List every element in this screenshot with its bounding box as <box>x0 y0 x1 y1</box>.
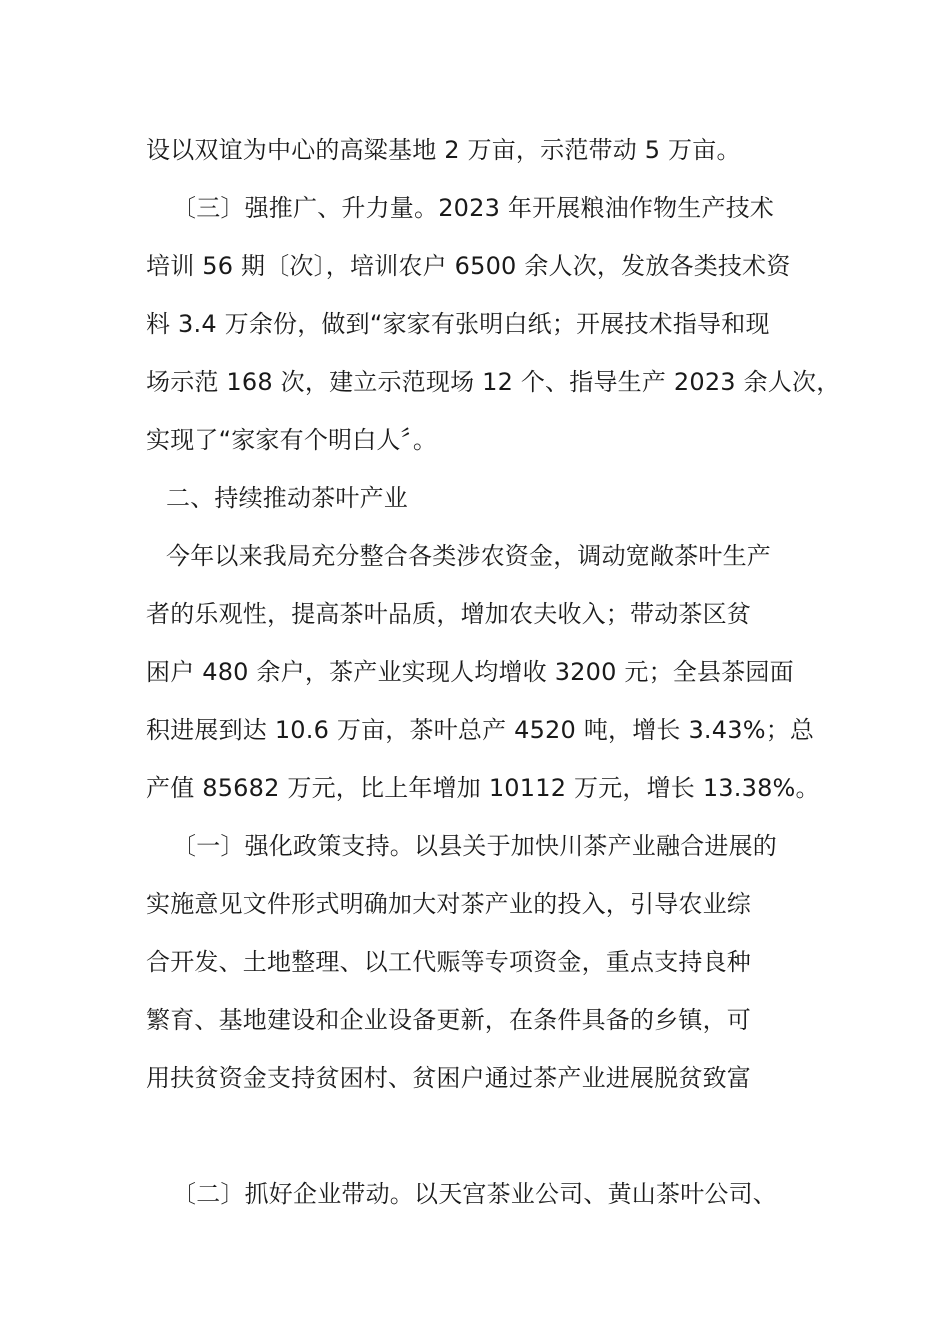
text-line: 今年以来我局充分整合各类涉农资金，调动宽敞茶叶生产 <box>166 542 771 570</box>
text-line: 者的乐观性，提高茶叶品质，增加农夫收入；带动茶区贫 <box>146 600 751 628</box>
text-line: 困户 480 余户，茶产业实现人均增收 3200 元；全县茶园面 <box>146 658 794 686</box>
text-line: 实施意见文件形式明确加大对茶产业的投入，引导农业综 <box>146 890 751 918</box>
section-heading: 二、持续推动茶叶产业 <box>166 484 408 512</box>
text-line: 用扶贫资金支持贫困村、贫困户通过茶产业进展脱贫致富 <box>146 1064 751 1092</box>
text-line: 积进展到达 10.6 万亩，茶叶总产 4520 吨，增长 3.43%；总 <box>146 716 815 744</box>
text-line: 培训 56 期〔次〕，培训农户 6500 余人次，发放各类技术资 <box>146 252 791 280</box>
text-line: 繁育、基地建设和企业设备更新，在条件具备的乡镇，可 <box>146 1006 751 1034</box>
text-line: 实现了“家家有个明白人〞。 <box>146 426 438 454</box>
text-line: 场示范 168 次，建立示范现场 12 个、指导生产 2023 余人次， <box>146 368 841 396</box>
text-line: 设以双谊为中心的高粱基地 2 万亩，示范带动 5 万亩。 <box>146 136 741 164</box>
text-line: 〔一〕强化政策支持。以县关于加快川茶产业融合进展的 <box>172 832 777 860</box>
text-line: 产值 85682 万元，比上年增加 10112 万元，增长 13.38%。 <box>146 774 820 802</box>
text-line: 〔三〕强推广、升力量。2023 年开展粮油作物生产技术 <box>172 194 775 222</box>
text-line: 〔二〕抓好企业带动。以天宫茶业公司、黄山茶叶公司、 <box>172 1180 777 1208</box>
text-line: 合开发、土地整理、以工代赈等专项资金，重点支持良种 <box>146 948 751 976</box>
text-line: 料 3.4 万余份，做到“家家有张明白纸；开展技术指导和现 <box>146 310 770 338</box>
